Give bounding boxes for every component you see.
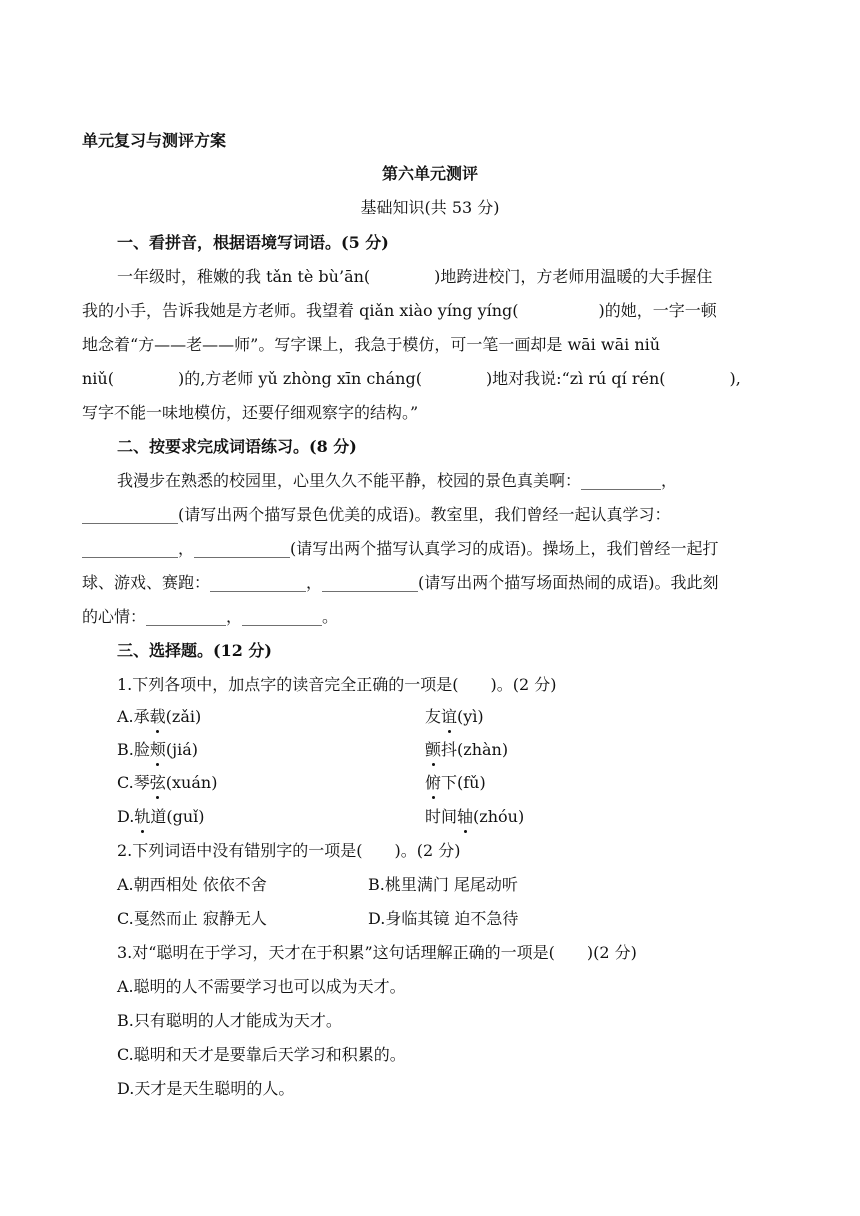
option-text: (yì) (457, 707, 484, 726)
section-2-line: ____________，____________(请写出两个描写认真学习的成语)。操场上，我们曾经一起打 (82, 539, 719, 558)
option-text: (xuán) (165, 773, 218, 792)
option-text: C.琴 (117, 773, 150, 792)
option-c: C.戛然而止 寂静无人 (117, 909, 267, 928)
option-a: A.朝西相处 依依不舍 (117, 875, 267, 894)
page-title: 第六单元测评 (381, 164, 478, 183)
section-2-line: 球、游戏、赛跑：____________，____________(请写出两个描写场面热闹的成语)。我此刻 (82, 573, 719, 592)
dotted-char: 颤 (425, 740, 442, 759)
question-2-option-row (117, 874, 518, 896)
section-1-heading: 一、看拼音，根据语境写词语。(5 分) (117, 233, 389, 252)
section-2-line: 的心情：__________，__________。 (82, 607, 339, 626)
option-text: A.承 (117, 707, 150, 726)
section-1-line: niǔ( )的,方老师 yǔ zhòng xīn cháng( )地对我说:“zì rú qí rén( ), (82, 369, 741, 388)
dotted-char: 谊 (441, 707, 458, 726)
question-2-stem: 2.下列词语中没有错别字的一项是( )。(2 分) (117, 841, 461, 860)
dotted-char: 轴 (457, 807, 474, 826)
question-2-option-row (117, 908, 519, 930)
question-3-option: A.聪明的人不需要学习也可以成为天才。 (117, 977, 406, 996)
dotted-char: 颊 (149, 740, 166, 759)
section-1-line: 写字不能一味地模仿，还要仔细观察字的结构。” (82, 403, 419, 422)
option-text: (zǎi) (165, 707, 202, 726)
section-2-line: 我漫步在熟悉的校园里，心里久久不能平静，校园的景色真美啊：__________， (117, 471, 678, 490)
dotted-char: 载 (149, 707, 166, 726)
question-1-option-row (117, 772, 486, 794)
section-1-line: 一年级时，稚嫩的我 tǎn tè bù’ān( )地跨进校门，方老师用温暖的大手握住 (117, 267, 713, 286)
section-3-heading: 三、选择题。(12 分) (117, 641, 272, 660)
option-text: B.脸 (117, 740, 150, 759)
option-d: D.身临其镜 迫不急待 (368, 909, 519, 928)
question-1-stem: 1.下列各项中，加点字的读音完全正确的一项是( )。(2 分) (117, 675, 557, 694)
question-1-option-row (117, 706, 484, 728)
option-text: 友 (425, 707, 442, 726)
option-text: D. (117, 807, 135, 826)
dotted-char: 俯 (425, 773, 442, 792)
question-3-option: B.只有聪明的人才能成为天才。 (117, 1011, 342, 1030)
question-1-option-row (117, 739, 509, 761)
option-b: B.桃里满门 尾尾动听 (368, 875, 518, 894)
option-text: 下(fǔ) (441, 773, 486, 792)
option-text: (jiá) (165, 740, 198, 759)
dotted-char: 弦 (149, 773, 166, 792)
question-3-option: C.聪明和天才是要靠后天学习和积累的。 (117, 1045, 406, 1064)
section-2-heading: 二、按要求完成词语练习。(8 分) (117, 437, 357, 456)
option-text: (zhóu) (473, 807, 525, 826)
section-1-line: 我的小手，告诉我她是方老师。我望着 qiǎn xiào yíng yíng( )的她，一字一顿 (82, 301, 717, 320)
section-2-line: ____________(请写出两个描写景色优美的成语)。教室里，我们曾经一起认真学习： (82, 505, 671, 524)
option-text: 时间 (425, 807, 458, 826)
option-text: 道(guǐ) (150, 807, 205, 826)
dotted-char: 轨 (134, 807, 151, 826)
question-3-option: D.天才是天生聪明的人。 (117, 1079, 295, 1098)
section-1-line: 地念着“方——老——师”。写字课上，我急于模仿，可一笔一画却是 wāi wāi niǔ (82, 335, 661, 354)
document-header: 单元复习与测评方案 (82, 131, 227, 150)
section-subtitle: 基础知识(共 53 分) (360, 198, 500, 217)
question-3-stem: 3.对“聪明在于学习，天才在于积累”这句话理解正确的一项是( )(2 分) (117, 943, 637, 962)
question-1-option-row (117, 806, 525, 828)
option-text: 抖(zhàn) (441, 740, 509, 759)
